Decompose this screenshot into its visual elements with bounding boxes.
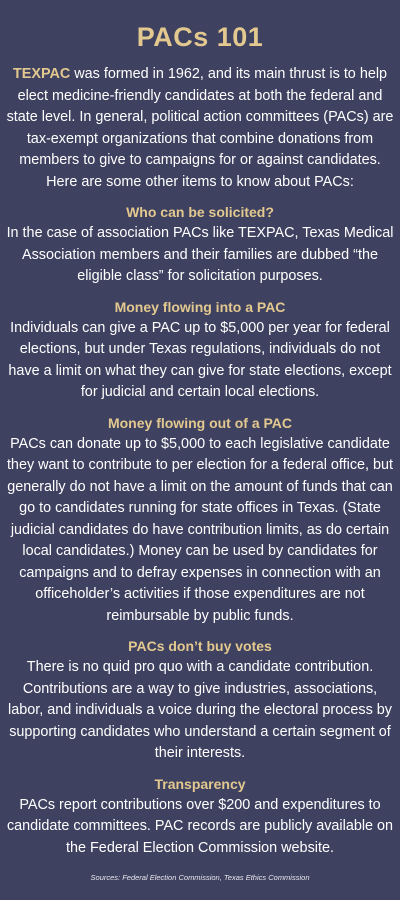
section-body: PACs report contributions over $200 and expenditures to candidate committees. PAC records are publicly available on the Federal Election Commission website. [6, 796, 394, 856]
intro-text: was formed in 1962, and its main thrust is to help elect medicine-friendly candidates at both the federal and state level. In general, political action committees (PACs) are tax-exempt organizations that combine donations from members to give to campaigns for or against candidates. Here are some other items to know about PACs: [6, 66, 394, 190]
section-heading: Who can be solicited? [126, 204, 274, 220]
sources-note: Sources: Federal Election Commission, Texas Ethics Commission [90, 873, 310, 882]
section-transparency [6, 775, 394, 860]
intro-brand: TEXPAC [12, 66, 71, 82]
section-who-can-be-solicited [6, 203, 394, 288]
section-body: PACs can donate up to $5,000 to each legislative candidate they want to contribute to per election for a federal office, but generally do not have a limit on the amount of funds that can go to candidates running for state offices in Texas. (State judicial candidates do have contribution limits, as do certain local candidates.) Money can be used by candidates for campaigns and to defray expenses in connection with an officeholder’s activities if those expenditures are not reimbursable by public funds. [6, 435, 394, 624]
section-money-out-of-pac [6, 414, 394, 628]
page-title: PACs 101 [136, 22, 264, 52]
section-body: In the case of association PACs like TEXPAC, Texas Medical Association members and their families are dubbed “the eligible class” for solicitation purposes. [6, 225, 394, 284]
section-heading: Money flowing out of a PAC [107, 414, 293, 431]
section-body: There is no quid pro quo with a candidate contribution. Contributions are a way to give industries, associations, labor, and individuals a voice during the electoral process by supporting candidates who understand a certain segment of their interests. [8, 659, 392, 761]
section-heading: PACs don’t buy votes [128, 638, 272, 654]
section-heading: Money flowing into a PAC [114, 298, 286, 315]
intro-paragraph [6, 64, 394, 193]
section-pacs-dont-buy-votes [6, 637, 394, 765]
section-body: Individuals can give a PAC up to $5,000 per year for federal elections, but under Texas regulations, individuals do not have a limit on what they can give for state elections, except for judicial and certain local elections. [8, 319, 392, 400]
section-money-into-pac [6, 298, 394, 404]
section-heading: Transparency [154, 775, 246, 792]
